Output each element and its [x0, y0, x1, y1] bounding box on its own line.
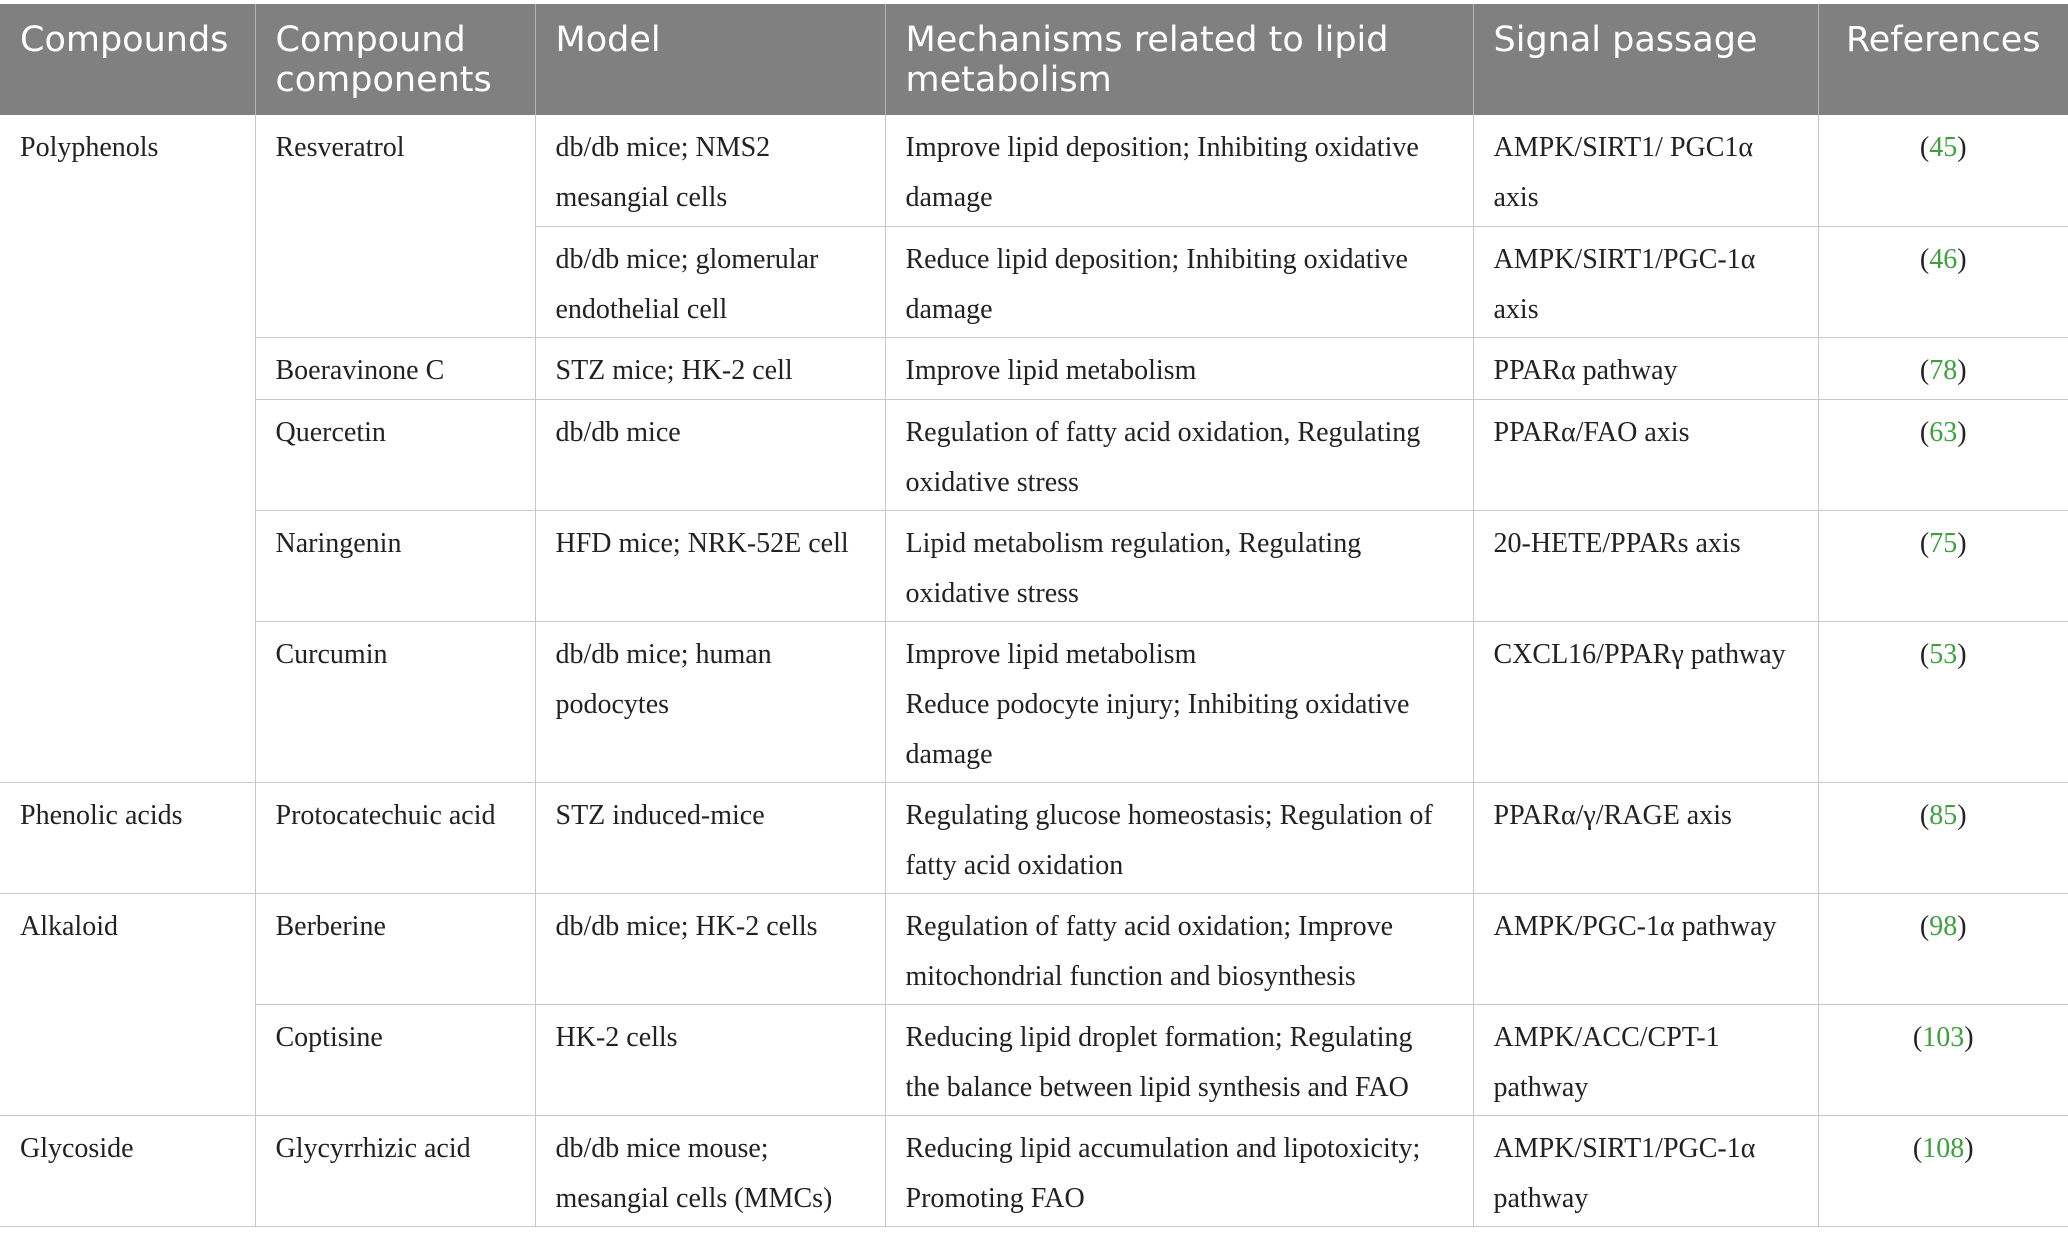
signal-cell: AMPK/SIRT1/PGC-1α axis — [1473, 226, 1818, 337]
mechanism-cell: Reducing lipid accumulation and lipotoxicity; Promoting FAO — [885, 1115, 1473, 1226]
reference-cell: (63) — [1818, 399, 2068, 510]
header-model: Model — [535, 4, 885, 115]
signal-cell: AMPK/SIRT1/PGC-1α pathway — [1473, 1115, 1818, 1226]
model-cell: STZ induced-mice — [535, 782, 885, 893]
component-cell: Berberine — [255, 893, 535, 1004]
signal-cell: PPARα pathway — [1473, 337, 1818, 399]
reference-link[interactable]: 98 — [1929, 910, 1958, 942]
table-row — [0, 621, 2068, 782]
model-cell: HFD mice; NRK-52E cell — [535, 510, 885, 621]
mechanism-cell: Lipid metabolism regulation, Regulating oxidative stress — [885, 510, 1473, 621]
reference-cell: (108) — [1818, 1115, 2068, 1226]
reference-cell: (98) — [1818, 893, 2068, 1004]
mechanism-line: Reduce podocyte injury; Inhibiting oxidative damage — [905, 688, 1410, 770]
component-cell: Boeravinone C — [255, 337, 535, 399]
component-cell: Protocatechuic acid — [255, 782, 535, 893]
table-row — [0, 1115, 2068, 1226]
reference-cell: (53) — [1818, 621, 2068, 782]
compound-cell: Polyphenols — [0, 115, 255, 782]
header-references: References — [1818, 4, 2068, 115]
signal-cell: 20-HETE/PPARs axis — [1473, 510, 1818, 621]
component-cell: Coptisine — [255, 1004, 535, 1115]
reference-link[interactable]: 46 — [1929, 243, 1958, 275]
reference-cell: (78) — [1818, 337, 2068, 399]
reference-cell: (46) — [1818, 226, 2068, 337]
model-cell: db/db mice — [535, 399, 885, 510]
mechanism-cell: Regulation of fatty acid oxidation; Improve mitochondrial function and biosynthesis — [885, 893, 1473, 1004]
signal-cell: CXCL16/PPARγ pathway — [1473, 621, 1818, 782]
reference-cell: (75) — [1818, 510, 2068, 621]
model-cell: db/db mice mouse; mesangial cells (MMCs) — [535, 1115, 885, 1226]
signal-cell: AMPK/PGC-1α pathway — [1473, 893, 1818, 1004]
reference-cell: (85) — [1818, 782, 2068, 893]
table-row — [0, 337, 2068, 399]
lipid-metabolism-table — [0, 4, 2068, 1227]
model-cell: STZ mice; HK-2 cell — [535, 337, 885, 399]
signal-cell: AMPK/ACC/CPT-1 pathway — [1473, 1004, 1818, 1115]
table-row — [0, 893, 2068, 1004]
table-row — [0, 1004, 2068, 1115]
header-compounds: Compounds — [0, 4, 255, 115]
mechanism-cell: Regulating glucose homeostasis; Regulation of fatty acid oxidation — [885, 782, 1473, 893]
header-row — [0, 4, 2068, 115]
header-compound-components: Compound components — [255, 4, 535, 115]
reference-link[interactable]: 78 — [1929, 354, 1958, 386]
compound-cell: Glycoside — [0, 1115, 255, 1226]
reference-link[interactable]: 108 — [1922, 1132, 1965, 1164]
header-mechanisms: Mechanisms related to lipid metabolism — [885, 4, 1473, 115]
model-cell: db/db mice; NMS2 mesangial cells — [535, 115, 885, 226]
signal-cell: PPARα/γ/RAGE axis — [1473, 782, 1818, 893]
reference-link[interactable]: 103 — [1922, 1021, 1965, 1053]
reference-cell: (103) — [1818, 1004, 2068, 1115]
table-row — [0, 510, 2068, 621]
compound-cell: Phenolic acids — [0, 782, 255, 893]
reference-link[interactable]: 63 — [1929, 416, 1958, 448]
mechanism-line: Improve lipid metabolism — [905, 638, 1197, 670]
model-cell: db/db mice; HK-2 cells — [535, 893, 885, 1004]
reference-link[interactable]: 75 — [1929, 527, 1958, 559]
mechanism-cell: Improve lipid deposition; Inhibiting oxidative damage — [885, 115, 1473, 226]
header-signal-passage: Signal passage — [1473, 4, 1818, 115]
signal-cell: PPARα/FAO axis — [1473, 399, 1818, 510]
compound-cell: Alkaloid — [0, 893, 255, 1115]
model-cell: HK-2 cells — [535, 1004, 885, 1115]
mechanism-cell: Regulation of fatty acid oxidation, Regulating oxidative stress — [885, 399, 1473, 510]
mechanism-cell: Reduce lipid deposition; Inhibiting oxidative damage — [885, 226, 1473, 337]
table-row — [0, 115, 2068, 226]
model-cell: db/db mice; human podocytes — [535, 621, 885, 782]
mechanism-cell: Improve lipid metabolism — [885, 337, 1473, 399]
mechanism-cell — [885, 621, 1473, 782]
reference-cell: (45) — [1818, 115, 2068, 226]
component-cell: Naringenin — [255, 510, 535, 621]
mechanism-cell: Reducing lipid droplet formation; Regulating the balance between lipid synthesis and FAO — [885, 1004, 1473, 1115]
component-cell: Curcumin — [255, 621, 535, 782]
reference-link[interactable]: 45 — [1929, 132, 1958, 163]
component-cell: Quercetin — [255, 399, 535, 510]
signal-cell: AMPK/SIRT1/ PGC1α axis — [1473, 115, 1818, 226]
table-row — [0, 782, 2068, 893]
reference-link[interactable]: 85 — [1929, 799, 1958, 831]
reference-link[interactable]: 53 — [1929, 638, 1958, 670]
component-cell: Glycyrrhizic acid — [255, 1115, 535, 1226]
table-row — [0, 399, 2068, 510]
component-cell: Resveratrol — [255, 115, 535, 337]
model-cell: db/db mice; glomerular endothelial cell — [535, 226, 885, 337]
